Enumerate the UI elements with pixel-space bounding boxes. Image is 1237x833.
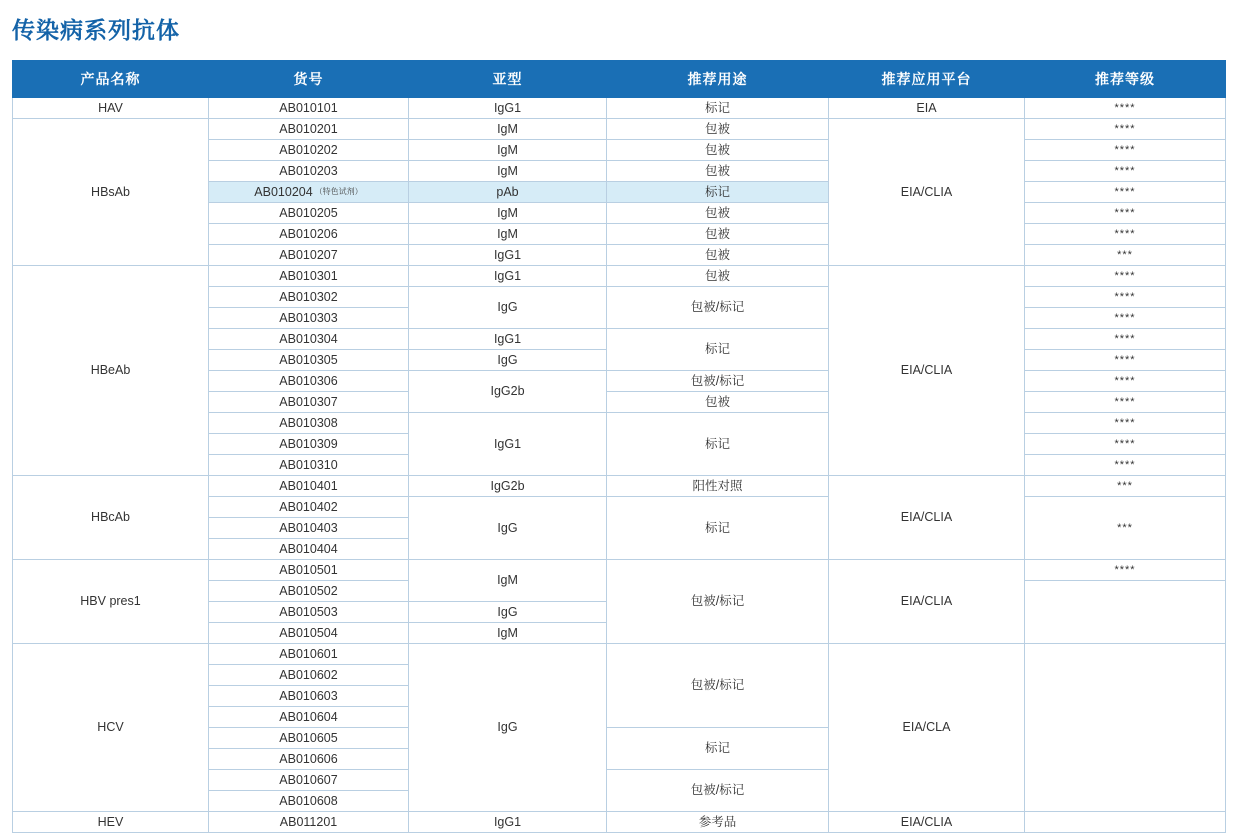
cell-rank: [1025, 476, 1226, 497]
cell-rank: [1025, 350, 1226, 371]
cell-subtype: IgG: [409, 644, 607, 812]
cell-catalog-number: AB010203: [209, 161, 409, 182]
cell-catalog-number: AB010602: [209, 665, 409, 686]
column-header-platform: 推荐应用平台: [829, 61, 1025, 98]
cell-rank: [1025, 266, 1226, 287]
cell-subtype: IgG: [409, 602, 607, 623]
cell-recommended-use: 包被: [607, 266, 829, 287]
table-row: [13, 812, 1226, 833]
rank-stars: ****: [1114, 165, 1136, 178]
cell-rank: [1025, 308, 1226, 329]
cell-rank: [1025, 245, 1226, 266]
cell-catalog-number: AB010504: [209, 623, 409, 644]
rank-stars: ****: [1114, 270, 1136, 283]
column-header-rank: 推荐等级: [1025, 61, 1226, 98]
cell-rank: [1025, 203, 1226, 224]
column-header-recommended-use: 推荐用途: [607, 61, 829, 98]
cell-recommended-use: 标记: [607, 497, 829, 560]
rank-stars: ***: [1117, 480, 1133, 493]
cell-subtype: IgM: [409, 161, 607, 182]
rank-stars: ****: [1114, 228, 1136, 241]
cell-recommended-use: 包被: [607, 203, 829, 224]
cell-product-name: HBeAb: [13, 266, 209, 476]
cell-recommended-use: 标记: [607, 413, 829, 476]
cell-catalog-number: AB010207: [209, 245, 409, 266]
table-body: [13, 98, 1226, 833]
rank-stars: ****: [1114, 417, 1136, 430]
cell-rank: [1025, 329, 1226, 350]
cell-subtype: IgG1: [409, 266, 607, 287]
rank-stars: ****: [1114, 396, 1136, 409]
cell-recommended-use: 标记: [607, 329, 829, 371]
cell-recommended-use: 包被/标记: [607, 287, 829, 329]
cell-recommended-use: 包被: [607, 245, 829, 266]
cell-catalog-number: AB010204 $^{(特色试剂)}$: [209, 182, 409, 203]
page-title: 传染病系列抗体: [12, 17, 180, 43]
cell-product-name: HEV: [13, 812, 209, 833]
cell-recommended-use: 包被: [607, 119, 829, 140]
cell-catalog-number: AB010308: [209, 413, 409, 434]
cell-subtype: IgG1: [409, 413, 607, 476]
cell-subtype: IgM: [409, 140, 607, 161]
cell-recommended-use: 包被/标记: [607, 770, 829, 812]
cell-product-name: HBsAb: [13, 119, 209, 266]
cell-subtype: IgG2b: [409, 371, 607, 413]
cell-catalog-number: AB010302: [209, 287, 409, 308]
table-row: [13, 644, 1226, 665]
column-header-subtype: 亚型: [409, 61, 607, 98]
cell-catalog-number: AB011201: [209, 812, 409, 833]
cell-rank: [1025, 140, 1226, 161]
cell-rank: [1025, 413, 1226, 434]
rank-stars: ****: [1114, 375, 1136, 388]
cell-recommended-use: 包被/标记: [607, 371, 829, 392]
cell-subtype: IgM: [409, 203, 607, 224]
rank-stars: ****: [1114, 144, 1136, 157]
cell-subtype: IgM: [409, 623, 607, 644]
cell-rank: [1025, 287, 1226, 308]
cell-catalog-number: AB010307: [209, 392, 409, 413]
cell-recommended-use: 包被: [607, 224, 829, 245]
cell-rank: [1025, 371, 1226, 392]
cell-rank: [1025, 455, 1226, 476]
cell-recommended-use: 包被: [607, 161, 829, 182]
cell-platform: EIA: [829, 98, 1025, 119]
table-row: [13, 476, 1226, 497]
cell-catalog-number: AB010101: [209, 98, 409, 119]
rank-stars: ****: [1114, 312, 1136, 325]
rank-stars: ****: [1114, 564, 1136, 577]
cell-platform: EIA/CLIA: [829, 119, 1025, 266]
cell-rank: [1025, 392, 1226, 413]
cell-product-name: HBV pres1: [13, 560, 209, 644]
cell-subtype: IgG1: [409, 329, 607, 350]
cell-catalog-number: AB010503: [209, 602, 409, 623]
table-header-row: [13, 61, 1226, 98]
table-row: [13, 98, 1226, 119]
cell-platform: EIA/CLIA: [829, 476, 1025, 560]
cell-rank: [1025, 224, 1226, 245]
rank-stars: ***: [1117, 522, 1133, 535]
catalog-note: （特色试剂）: [314, 186, 363, 196]
rank-stars: ***: [1117, 249, 1133, 262]
cell-platform: EIA/CLIA: [829, 560, 1025, 644]
cell-catalog-number: AB010606: [209, 749, 409, 770]
cell-rank: [1025, 182, 1226, 203]
rank-stars: ****: [1114, 354, 1136, 367]
cell-rank: [1025, 560, 1226, 581]
rank-stars: ****: [1114, 207, 1136, 220]
table-row: [13, 119, 1226, 140]
cell-catalog-number: AB010608: [209, 791, 409, 812]
cell-catalog-number: AB010601: [209, 644, 409, 665]
rank-stars: ****: [1114, 291, 1136, 304]
cell-subtype: IgM: [409, 224, 607, 245]
cell-subtype: IgM: [409, 119, 607, 140]
rank-stars: ****: [1114, 123, 1136, 136]
cell-catalog-number: AB010306: [209, 371, 409, 392]
cell-catalog-number: AB010202: [209, 140, 409, 161]
cell-catalog-number: AB010404: [209, 539, 409, 560]
table-header: [13, 61, 1226, 98]
cell-subtype: IgG: [409, 350, 607, 371]
cell-catalog-number: AB010206: [209, 224, 409, 245]
cell-catalog-number: AB010605: [209, 728, 409, 749]
cell-recommended-use: 阳性对照: [607, 476, 829, 497]
cell-platform: EIA/CLIA: [829, 812, 1025, 833]
cell-rank: [1025, 434, 1226, 455]
cell-catalog-number: AB010305: [209, 350, 409, 371]
cell-rank: [1025, 581, 1226, 644]
table-row: [13, 560, 1226, 581]
cell-subtype: IgG: [409, 287, 607, 329]
cell-recommended-use: 标记: [607, 98, 829, 119]
cell-subtype: IgG: [409, 497, 607, 560]
column-header-product-name: 产品名称: [13, 61, 209, 98]
cell-product-name: HAV: [13, 98, 209, 119]
cell-recommended-use: 包被: [607, 392, 829, 413]
cell-recommended-use: 包被/标记: [607, 560, 829, 644]
cell-subtype: IgM: [409, 560, 607, 602]
cell-subtype: pAb: [409, 182, 607, 203]
table-row: [13, 266, 1226, 287]
cell-catalog-number: AB010309: [209, 434, 409, 455]
cell-product-name: HBcAb: [13, 476, 209, 560]
cell-catalog-number: AB010603: [209, 686, 409, 707]
cell-catalog-number: AB010501: [209, 560, 409, 581]
rank-stars: ****: [1114, 459, 1136, 472]
cell-catalog-number: AB010401: [209, 476, 409, 497]
rank-stars: ****: [1114, 186, 1136, 199]
cell-subtype: IgG1: [409, 245, 607, 266]
cell-catalog-number: AB010402: [209, 497, 409, 518]
cell-catalog-number: AB010403: [209, 518, 409, 539]
cell-recommended-use: 标记: [607, 728, 829, 770]
cell-subtype: IgG2b: [409, 476, 607, 497]
cell-recommended-use: 参考品: [607, 812, 829, 833]
cell-catalog-number: AB010310: [209, 455, 409, 476]
cell-subtype: IgG1: [409, 98, 607, 119]
rank-stars: ****: [1114, 333, 1136, 346]
cell-catalog-number: AB010301: [209, 266, 409, 287]
column-header-catalog-number: 货号: [209, 61, 409, 98]
cell-rank: [1025, 98, 1226, 119]
cell-rank: [1025, 497, 1226, 560]
cell-rank: [1025, 119, 1226, 140]
cell-rank: [1025, 644, 1226, 812]
cell-catalog-number: AB010604: [209, 707, 409, 728]
cell-rank: [1025, 812, 1226, 833]
cell-catalog-number: AB010304: [209, 329, 409, 350]
cell-catalog-number: AB010205: [209, 203, 409, 224]
cell-recommended-use: 包被/标记: [607, 644, 829, 728]
cell-product-name: HCV: [13, 644, 209, 812]
rank-stars: ****: [1114, 102, 1136, 115]
cell-recommended-use: 包被: [607, 140, 829, 161]
rank-stars: ****: [1114, 438, 1136, 451]
antibody-table: [12, 60, 1226, 833]
cell-subtype: IgG1: [409, 812, 607, 833]
cell-catalog-number: AB010607: [209, 770, 409, 791]
cell-catalog-number: AB010201: [209, 119, 409, 140]
cell-platform: EIA/CLA: [829, 644, 1025, 812]
cell-recommended-use: 标记: [607, 182, 829, 203]
cell-catalog-number: AB010303: [209, 308, 409, 329]
cell-catalog-number: AB010502: [209, 581, 409, 602]
cell-rank: [1025, 161, 1226, 182]
cell-platform: EIA/CLIA: [829, 266, 1025, 476]
